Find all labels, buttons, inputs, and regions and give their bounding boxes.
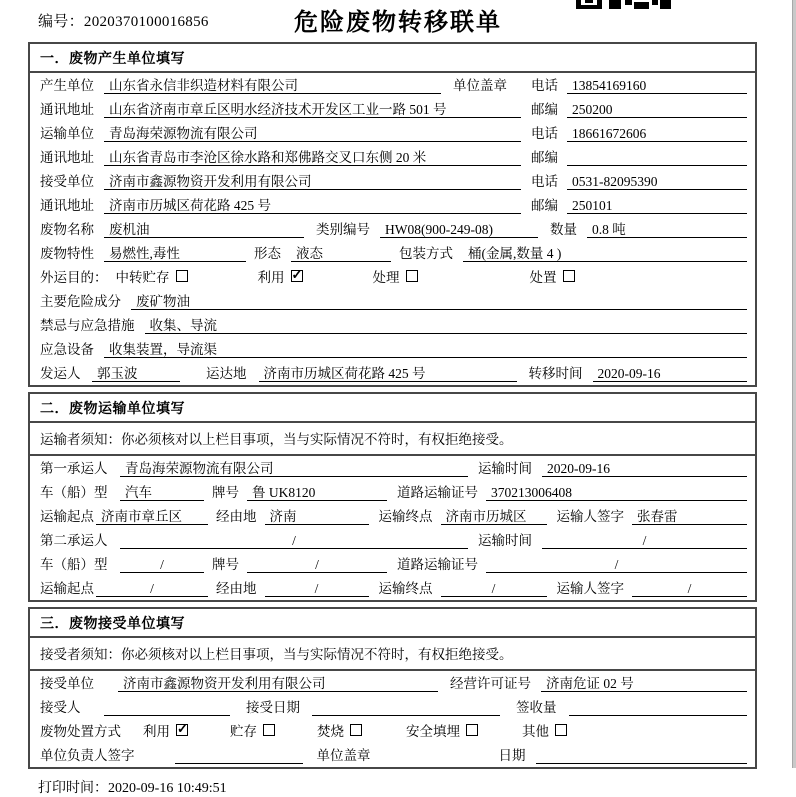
receiver-value: 济南市鑫源物资开发利用有限公司 (104, 173, 521, 190)
waste-form-label: 形态 (254, 246, 281, 261)
document-header (0, 0, 796, 42)
transport-time-label: 运输时间 (478, 533, 532, 548)
receiver-address-value: 济南市历城区荷花路 425 号 (104, 197, 521, 214)
road-permit-label: 道路运输证号 (397, 557, 478, 572)
row-acceptance (30, 695, 755, 719)
address-label: 通讯地址 (40, 198, 94, 213)
equipment-label: 应急设备 (40, 342, 94, 357)
row-hazard-components (30, 289, 755, 313)
checkbox-use-icon (291, 270, 303, 282)
phone-label: 电话 (531, 78, 558, 93)
address-label: 通讯地址 (40, 150, 94, 165)
plate-value: / (247, 556, 387, 573)
row-waste-name (30, 217, 755, 241)
option-label: 处置 (529, 270, 557, 285)
option-label: 处理 (372, 270, 400, 285)
via-value: 济南 (265, 508, 369, 525)
checkbox-other-icon (555, 724, 567, 736)
destination-label: 运达地 (206, 366, 247, 381)
row-dispatch (30, 361, 755, 385)
accept-person-label: 接受人 (40, 700, 81, 715)
carrier-sign-value: 张春雷 (632, 508, 747, 525)
receiver-zip: 250101 (567, 197, 747, 214)
waste-property-value: 易燃性,毒性 (104, 245, 246, 262)
road-permit-value: 370213006408 (486, 484, 747, 501)
via-label: 经由地 (216, 581, 257, 596)
date-label: 日期 (498, 748, 526, 763)
producer-address-value: 山东省济南市章丘区明水经济技术开发区工业一路 501 号 (104, 101, 521, 118)
end-label: 运输终点 (378, 509, 433, 524)
checkbox-treat-icon (406, 270, 418, 282)
purpose-option-dispose (530, 266, 575, 286)
accept-person-value (104, 699, 230, 716)
option-label: 其他 (522, 724, 549, 739)
disposal-option-landfill (406, 720, 478, 740)
row-route-2 (30, 576, 755, 600)
purpose-option-treat (373, 266, 418, 286)
row-emergency-equipment (30, 337, 755, 361)
hazard-label: 主要危险成分 (40, 294, 121, 309)
road-permit-value: / (486, 556, 747, 573)
carrier1-label: 第一承运人 (40, 461, 108, 476)
print-time (38, 777, 796, 797)
page-title: 危险废物转移联单 (294, 10, 502, 36)
option-label: 焚烧 (317, 724, 344, 739)
accept-date-label: 接受日期 (246, 700, 300, 715)
notice-label: 运输者须知： (40, 432, 121, 447)
packing-value: 桶(金属,数量 4 ) (463, 245, 747, 262)
qr-code-fragment-icon (576, 0, 671, 10)
section-transporter (28, 392, 757, 602)
date-value (536, 747, 748, 764)
serial-value: 2020370100016856 (83, 14, 209, 30)
notice-text: 你必须核对以上栏目事项，当与实际情况不符时，有权拒绝接受。 (121, 647, 513, 662)
phone-label: 电话 (531, 126, 558, 141)
via-label: 经由地 (216, 509, 257, 524)
row-receiver-address (30, 193, 755, 217)
row-producer-address (30, 97, 755, 121)
purpose-option-storage (116, 266, 188, 286)
plate-value: 鲁 UK8120 (247, 484, 387, 501)
via-value: / (265, 580, 369, 597)
vehicle-type-value: 汽车 (120, 484, 204, 501)
checkbox-store-icon (263, 724, 275, 736)
row-transporter-address (30, 145, 755, 169)
option-label: 贮存 (230, 724, 257, 739)
transporter-label: 运输单位 (40, 126, 94, 141)
row-responsible-signature (30, 743, 755, 767)
disposal-option-incinerate (317, 720, 362, 740)
section-transporter-title: 二．废物运输单位填写 (30, 394, 755, 423)
row-emergency-measures (30, 313, 755, 337)
accept-unit-label: 接受单位 (40, 676, 94, 691)
stamp-label: 单位盖章 (453, 78, 507, 93)
transport-time-value: / (542, 532, 747, 549)
dispatcher-value: 郭玉波 (92, 365, 180, 382)
disposal-option-use (143, 720, 188, 740)
accept-unit-value: 济南市鑫源物资开发利用有限公司 (118, 675, 438, 692)
checkbox-dispose-icon (563, 270, 575, 282)
row-producer (30, 73, 755, 97)
license-label: 经营许可证号 (450, 676, 531, 691)
address-label: 通讯地址 (40, 102, 94, 117)
zip-label: 邮编 (531, 198, 558, 213)
window-right-edge (792, 0, 796, 768)
origin-value: 济南市章丘区 (96, 508, 208, 525)
waste-qty-label: 数量 (550, 222, 577, 237)
section-receiver (28, 607, 757, 769)
zip-label: 邮编 (531, 150, 558, 165)
row-vehicle-1 (30, 480, 755, 504)
measures-value: 收集、导流 (145, 317, 748, 334)
carrier1-value: 青岛海荣源物流有限公司 (120, 460, 468, 477)
checkbox-incinerate-icon (350, 724, 362, 736)
plate-label: 牌号 (212, 557, 239, 572)
waste-name-label: 废物名称 (40, 222, 94, 237)
end-value: / (441, 580, 547, 597)
transfer-time-label: 转移时间 (528, 366, 583, 381)
waste-qty-value: 0.8 吨 (587, 221, 747, 238)
end-value: 济南市历城区 (441, 508, 547, 525)
row-route-1 (30, 504, 755, 528)
hazard-value: 废矿物油 (131, 293, 747, 310)
transporter-phone: 18661672606 (567, 125, 747, 142)
transporter-value: 青岛海荣源物流有限公司 (104, 125, 521, 142)
zip-label: 邮编 (531, 102, 558, 117)
waste-code-value: HW08(900-249-08) (380, 221, 538, 238)
waste-property-label: 废物特性 (40, 246, 94, 261)
signed-qty-label: 签收量 (516, 700, 557, 715)
receiver-phone: 0531-82095390 (567, 173, 747, 190)
section-producer-title: 一．废物产生单位填写 (30, 44, 755, 73)
print-time-value: 2020-09-16 10:49:51 (108, 781, 227, 796)
producer-zip: 250200 (567, 101, 747, 118)
dispatcher-label: 发运人 (40, 366, 81, 381)
vehicle-type-label: 车（船）型 (40, 557, 108, 572)
row-transporter (30, 121, 755, 145)
disposal-label: 废物处置方式 (40, 724, 121, 739)
transport-time-value: 2020-09-16 (542, 460, 747, 477)
checkbox-storage-icon (176, 270, 188, 282)
measures-label: 禁忌与应急措施 (40, 318, 135, 333)
road-permit-label: 道路运输证号 (397, 485, 478, 500)
vehicle-type-label: 车（船）型 (40, 485, 108, 500)
disposal-option-other (522, 720, 567, 740)
purpose-option-use (258, 266, 303, 286)
unit-stamp-label: 单位盖章 (316, 748, 371, 763)
signed-qty-value (569, 699, 748, 716)
destination-value: 济南市历城区荷花路 425 号 (259, 365, 517, 382)
waste-code-label: 类别编号 (316, 222, 370, 237)
carrier-sign-label: 运输人签字 (556, 509, 624, 524)
receiver-label: 接受单位 (40, 174, 94, 189)
row-receiver (30, 169, 755, 193)
license-value: 济南危证 02 号 (541, 675, 747, 692)
row-waste-property (30, 241, 755, 265)
origin-label: 运输起点 (40, 581, 94, 596)
row-transfer-purpose (30, 265, 755, 289)
waste-name-value: 废机油 (104, 221, 304, 238)
serial-label: 编号： (38, 14, 84, 30)
responsible-sign-value (175, 747, 303, 764)
producer-phone: 13854169160 (567, 77, 747, 94)
row-accept-unit (30, 671, 755, 695)
transport-time-label: 运输时间 (478, 461, 532, 476)
option-label: 安全填埋 (406, 724, 460, 739)
notice-label: 接受者须知： (40, 647, 121, 662)
notice-text: 你必须核对以上栏目事项，当与实际情况不符时，有权拒绝接受。 (121, 432, 513, 447)
option-label: 利用 (257, 270, 285, 285)
origin-label: 运输起点 (40, 509, 94, 524)
end-label: 运输终点 (378, 581, 433, 596)
receiver-notice (30, 638, 755, 671)
row-disposal-method (30, 719, 755, 743)
equipment-value: 收集装置，导流渠 (104, 341, 747, 358)
responsible-sign-label: 单位负责人签字 (40, 748, 135, 763)
section-receiver-title: 三．废物接受单位填写 (30, 609, 755, 638)
option-label: 利用 (143, 724, 170, 739)
checkbox-use-icon (176, 724, 188, 736)
accept-date-value (312, 699, 500, 716)
option-label: 中转贮存 (115, 270, 170, 285)
checkbox-landfill-icon (466, 724, 478, 736)
transfer-time-value: 2020-09-16 (593, 365, 748, 382)
waste-form-value: 液态 (291, 245, 391, 262)
plate-label: 牌号 (212, 485, 239, 500)
transporter-address-value: 山东省青岛市李沧区徐水路和郑佛路交叉口东侧 20 米 (104, 149, 521, 166)
carrier-sign-value: / (632, 580, 747, 597)
origin-value: / (96, 580, 208, 597)
phone-label: 电话 (531, 174, 558, 189)
carrier2-value: / (120, 532, 468, 549)
row-vehicle-2 (30, 552, 755, 576)
transporter-zip (567, 149, 747, 166)
transporter-notice (30, 423, 755, 456)
row-second-carrier (30, 528, 755, 552)
carrier-sign-label: 运输人签字 (556, 581, 624, 596)
print-time-label: 打印时间： (38, 781, 108, 796)
packing-label: 包装方式 (399, 246, 453, 261)
producer-label: 产生单位 (40, 78, 94, 93)
purpose-label: 外运目的： (40, 270, 108, 285)
vehicle-type-value: / (120, 556, 204, 573)
disposal-option-store (230, 720, 275, 740)
carrier2-label: 第二承运人 (40, 533, 108, 548)
row-first-carrier (30, 456, 755, 480)
producer-value: 山东省永信非织造材料有限公司 (104, 77, 441, 94)
section-producer (28, 42, 757, 387)
